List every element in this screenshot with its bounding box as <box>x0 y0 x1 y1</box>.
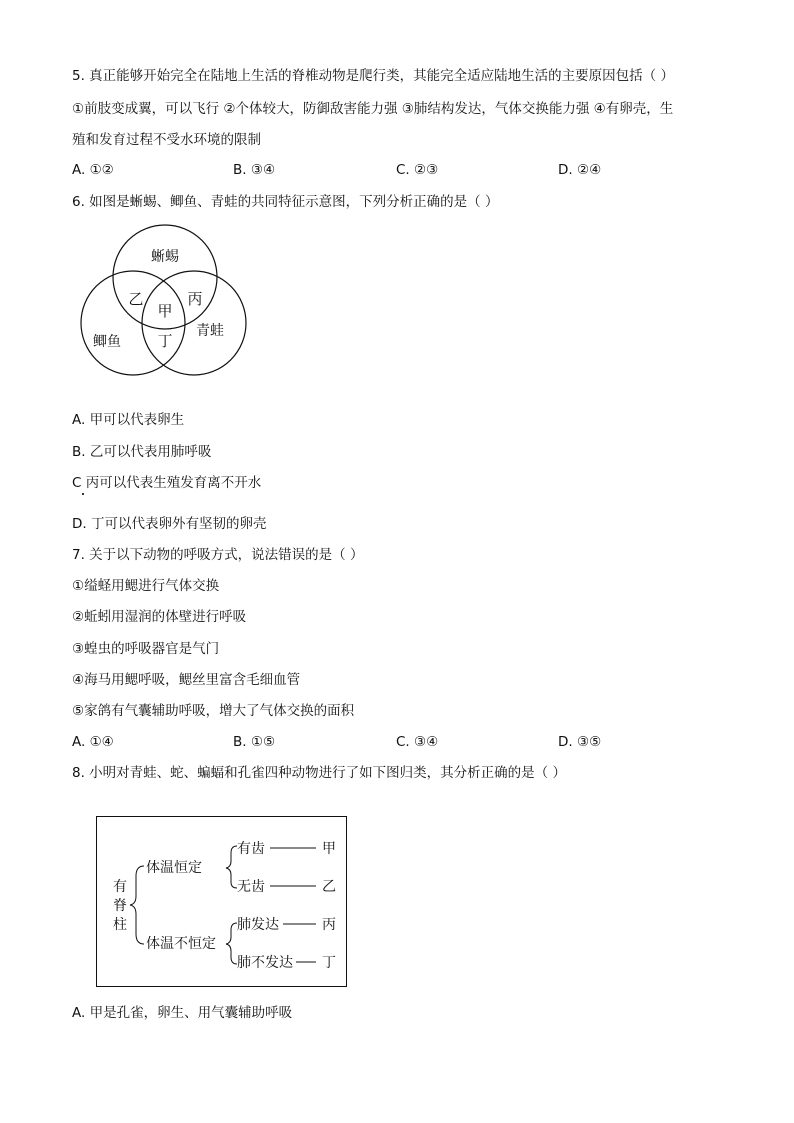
q5-option-d: D. ②④ <box>558 162 602 178</box>
q7-option-b: B. ①⑤ <box>233 734 276 750</box>
stray-dot <box>82 493 84 495</box>
venn-diagram <box>76 222 251 380</box>
venn-circle-frog <box>142 271 246 375</box>
tree-end-jia: 甲 <box>322 841 336 857</box>
q6-stem: 6. 如图是蜥蜴、鲫鱼、青蛙的共同特征示意图，下列分析正确的是（ ） <box>72 194 499 210</box>
tree-brace-warm <box>226 846 237 888</box>
venn-region-jia: 甲 <box>157 302 173 320</box>
q5-option-c: C. ②③ <box>396 162 439 178</box>
venn-region-bing: 丙 <box>187 290 203 308</box>
q6-option-b: B. 乙可以代表用肺呼吸 <box>72 444 212 460</box>
tree-root-char-2: 脊 <box>113 898 127 914</box>
q6-option-a: A. 甲可以代表卵生 <box>72 412 185 428</box>
q7-item-3: ③蝗虫的呼吸器官是气门 <box>72 641 220 657</box>
tree-root-char-3: 柱 <box>113 917 127 933</box>
tree-branch-warm: 体温恒定 <box>146 860 202 876</box>
tree-root-char-1: 有 <box>113 879 127 895</box>
q7-item-4: ④海马用鳃呼吸，鳃丝里富含毛细血管 <box>72 672 301 688</box>
classification-tree <box>96 816 348 988</box>
q5-items-line1: ①前肢变成翼，可以飞行 ②个体较大，防御敌害能力强 ③肺结构发达，气体交换能力强 ④有卵壳，生 <box>72 101 674 117</box>
q5-items-line2: 殖和发育过程不受水环境的限制 <box>72 132 261 148</box>
venn-circle-fish <box>81 271 185 375</box>
tree-brace-cold <box>226 923 237 964</box>
q7-option-d: D. ③⑤ <box>558 734 602 750</box>
q8-stem: 8. 小明对青蛙、蛇、蝙蝠和孔雀四种动物进行了如下图归类，其分析正确的是（ ） <box>72 765 566 781</box>
q5-option-a: A. ①② <box>72 162 114 178</box>
tree-leaf-noteeth: 无齿 <box>237 879 265 895</box>
q7-option-c: C. ③④ <box>396 734 439 750</box>
venn-label-fish: 鲫鱼 <box>93 334 121 350</box>
q7-item-1: ①缢蛏用鳃进行气体交换 <box>72 578 220 594</box>
venn-label-lizard: 蜥蜴 <box>151 249 179 265</box>
tree-root-brace <box>130 866 144 944</box>
tree-end-bing: 丙 <box>322 917 336 933</box>
q6-option-c: C 丙可以代表生殖发育离不开水 <box>72 475 262 491</box>
tree-end-ding: 丁 <box>322 955 336 971</box>
venn-label-frog: 青蛙 <box>196 323 224 339</box>
q7-item-5: ⑤家鸽有气囊辅助呼吸，增大了气体交换的面积 <box>72 703 355 719</box>
tree-leaf-lung-undev: 肺不发达 <box>237 955 293 971</box>
q7-stem: 7. 关于以下动物的呼吸方式，说法错误的是（ ） <box>72 547 364 563</box>
tree-branch-cold: 体温不恒定 <box>146 936 216 952</box>
venn-region-yi: 乙 <box>128 290 144 308</box>
q7-item-2: ②蚯蚓用湿润的体壁进行呼吸 <box>72 609 247 625</box>
q7-option-a: A. ①④ <box>72 734 114 750</box>
venn-region-ding: 丁 <box>157 332 173 350</box>
q5-stem: 5. 真正能够开始完全在陆地上生活的脊椎动物是爬行类，其能完全适应陆地生活的主要原因包括（ ） <box>72 68 674 84</box>
tree-leaf-lung-dev: 肺发达 <box>237 917 279 933</box>
tree-frame <box>97 817 347 987</box>
q8-option-a: A. 甲是孔雀，卵生、用气囊辅助呼吸 <box>72 1005 293 1021</box>
tree-leaf-teeth: 有齿 <box>237 841 265 857</box>
q6-option-d: D. 丁可以代表卵外有坚韧的卵壳 <box>72 516 267 532</box>
q5-option-b: B. ③④ <box>233 162 276 178</box>
tree-end-yi: 乙 <box>322 879 336 895</box>
